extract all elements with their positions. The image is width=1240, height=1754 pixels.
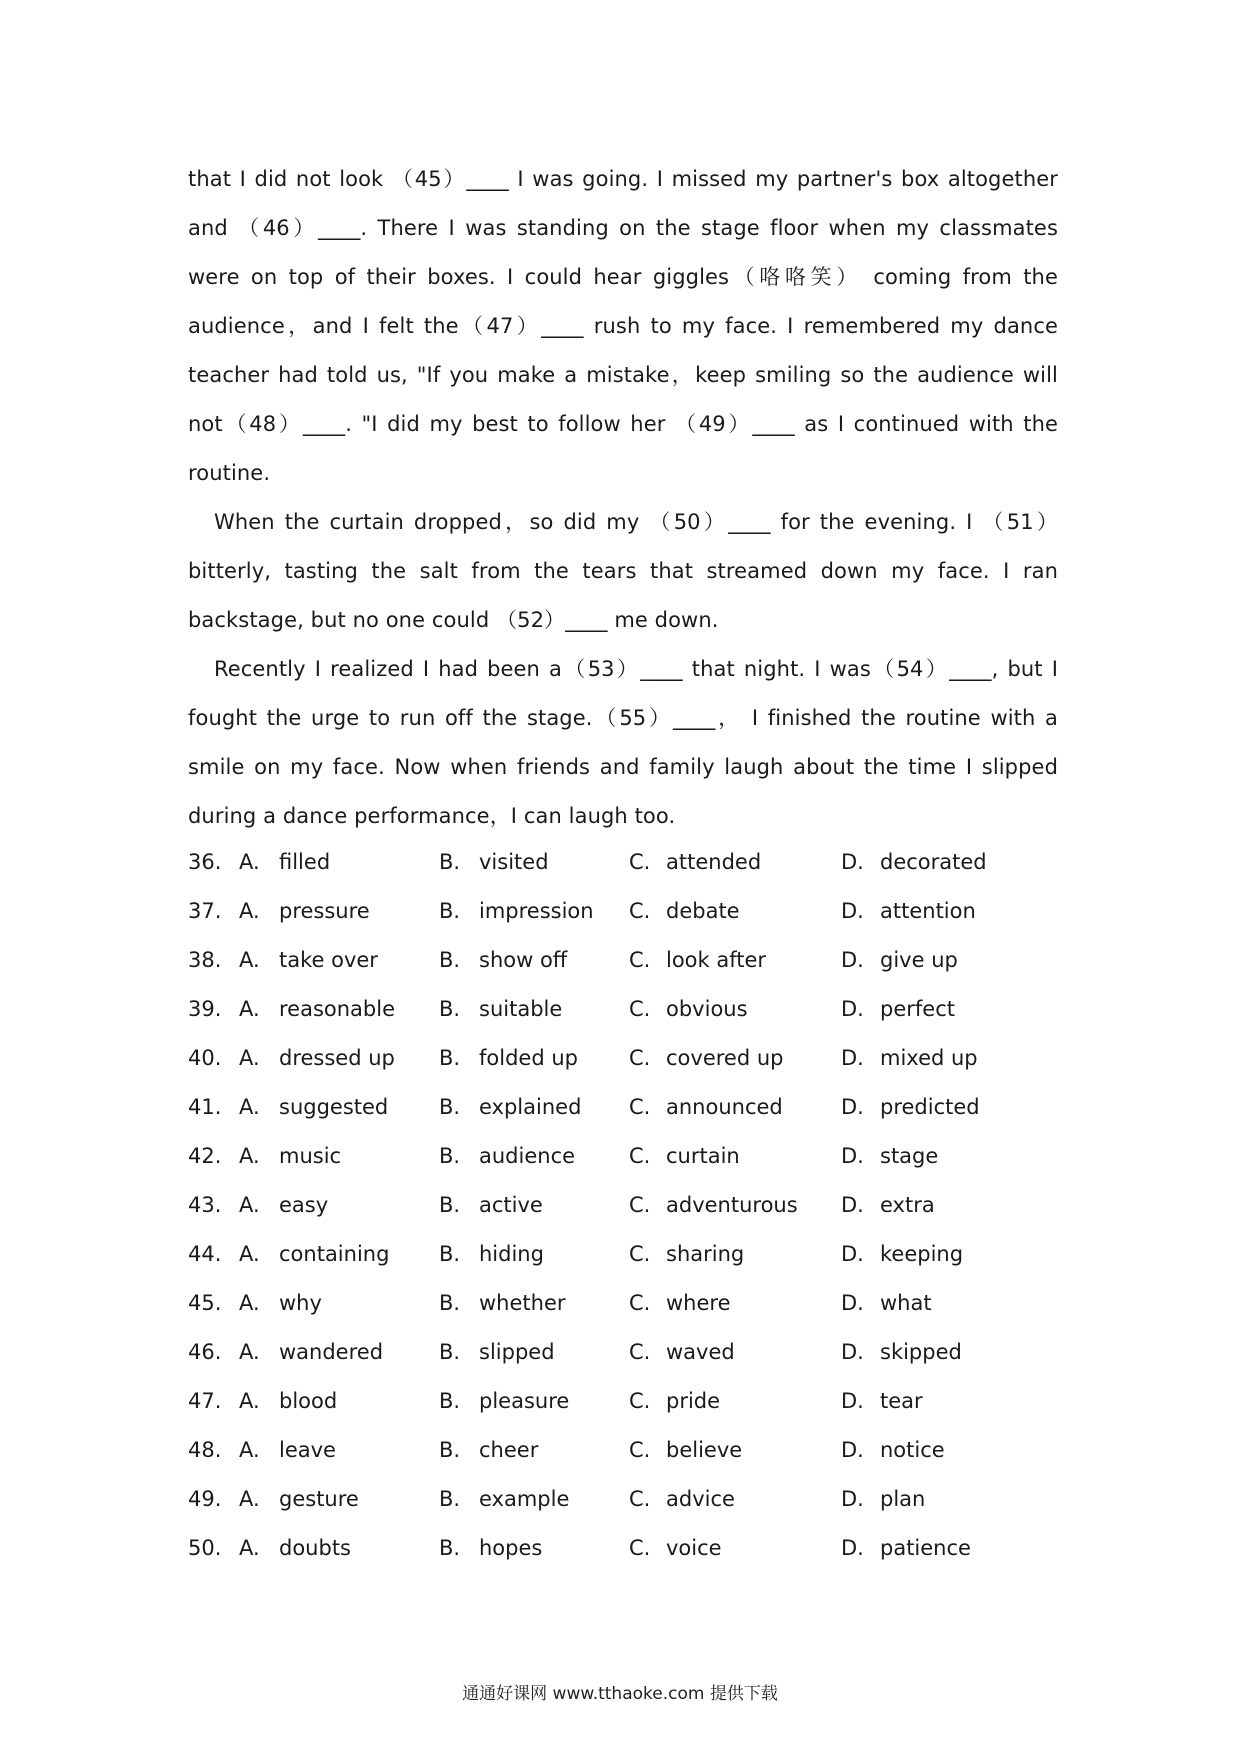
question-number: 50. <box>188 1536 222 1560</box>
option-letter-c: C. <box>629 997 651 1021</box>
option-text-a: doubts <box>279 1536 351 1560</box>
option-letter-b: B. <box>439 1046 461 1070</box>
question-row <box>188 1279 1058 1328</box>
option-text-c: debate <box>666 899 740 923</box>
option-text-d: give up <box>880 948 958 972</box>
option-letter-a: A. <box>239 948 260 972</box>
option-letter-b: B. <box>439 1193 461 1217</box>
option-letter-c: C. <box>629 850 651 874</box>
option-letter-a: A. <box>239 1340 260 1364</box>
passage-paragraph-1: that I did not look （45）____ I was going. I missed my partner's box altogether and （46）____. There I was standing on the stage floor when my classmates were on top of their boxes. I could hear giggles（咯咯笑） coming from the audience，and I felt the（47）____ rush to my face. I remembered my dance teacher had told us, "If you make a mistake，keep smiling so the audience will not（48）____. "I did my best to follow her （49）____ as I continued with the routine. <box>188 167 1058 485</box>
option-text-c: adventurous <box>666 1193 798 1217</box>
option-text-b: visited <box>479 850 549 874</box>
question-number: 37. <box>188 899 222 923</box>
question-number: 45. <box>188 1291 222 1315</box>
option-text-d: skipped <box>880 1340 962 1364</box>
question-number: 46. <box>188 1340 222 1364</box>
passage-paragraph-3: Recently I realized I had been a（53）____ that night. I was（54）____, but I fought the urge to run off the stage.（55）____， I finished the routine with a smile on my face. Now when friends and family laugh about the time I slipped during a dance performance，I can laugh too. <box>188 657 1058 828</box>
question-row <box>188 1181 1058 1230</box>
option-letter-c: C. <box>629 1291 651 1315</box>
option-text-c: believe <box>666 1438 743 1462</box>
option-letter-c: C. <box>629 1340 651 1364</box>
option-letter-b: B. <box>439 997 461 1021</box>
option-letter-d: D. <box>841 1291 864 1315</box>
option-text-d: keeping <box>880 1242 964 1266</box>
option-letter-c: C. <box>629 1193 651 1217</box>
option-letter-d: D. <box>841 997 864 1021</box>
option-letter-b: B. <box>439 1242 461 1266</box>
option-letter-a: A. <box>239 1095 260 1119</box>
option-text-c: advice <box>666 1487 735 1511</box>
question-number: 48. <box>188 1438 222 1462</box>
question-row <box>188 985 1058 1034</box>
option-letter-b: B. <box>439 1291 461 1315</box>
option-text-c: where <box>666 1291 731 1315</box>
answer-options <box>188 838 1058 1573</box>
option-text-d: tear <box>880 1389 923 1413</box>
option-letter-b: B. <box>439 1095 461 1119</box>
question-number: 44. <box>188 1242 222 1266</box>
option-letter-c: C. <box>629 1389 651 1413</box>
option-letter-a: A. <box>239 850 260 874</box>
option-text-b: suitable <box>479 997 563 1021</box>
option-letter-c: C. <box>629 1046 651 1070</box>
option-letter-b: B. <box>439 948 461 972</box>
question-number: 47. <box>188 1389 222 1413</box>
option-text-b: example <box>479 1487 570 1511</box>
option-text-b: active <box>479 1193 543 1217</box>
option-text-a: why <box>279 1291 322 1315</box>
option-letter-d: D. <box>841 1389 864 1413</box>
question-number: 43. <box>188 1193 222 1217</box>
option-letter-b: B. <box>439 1487 461 1511</box>
option-letter-d: D. <box>841 1536 864 1560</box>
option-letter-d: D. <box>841 1487 864 1511</box>
option-letter-d: D. <box>841 899 864 923</box>
option-letter-a: A. <box>239 1438 260 1462</box>
option-letter-d: D. <box>841 1144 864 1168</box>
option-text-d: patience <box>880 1536 971 1560</box>
option-text-d: decorated <box>880 850 987 874</box>
option-letter-d: D. <box>841 850 864 874</box>
option-letter-b: B. <box>439 1340 461 1364</box>
option-text-a: suggested <box>279 1095 389 1119</box>
option-text-a: wandered <box>279 1340 384 1364</box>
option-text-b: explained <box>479 1095 582 1119</box>
option-letter-d: D. <box>841 1095 864 1119</box>
option-text-a: easy <box>279 1193 329 1217</box>
question-row <box>188 887 1058 936</box>
option-letter-a: A. <box>239 1536 260 1560</box>
option-letter-b: B. <box>439 1144 461 1168</box>
option-letter-a: A. <box>239 899 260 923</box>
option-letter-a: A. <box>239 1046 260 1070</box>
option-letter-b: B. <box>439 899 461 923</box>
option-text-d: stage <box>880 1144 939 1168</box>
question-row <box>188 1475 1058 1524</box>
option-text-a: gesture <box>279 1487 359 1511</box>
option-letter-c: C. <box>629 1438 651 1462</box>
option-letter-c: C. <box>629 948 651 972</box>
option-text-c: sharing <box>666 1242 745 1266</box>
question-number: 41. <box>188 1095 222 1119</box>
option-letter-d: D. <box>841 1340 864 1364</box>
option-text-c: curtain <box>666 1144 740 1168</box>
option-text-b: folded up <box>479 1046 578 1070</box>
option-letter-b: B. <box>439 1536 461 1560</box>
option-text-d: notice <box>880 1438 945 1462</box>
option-text-b: hopes <box>479 1536 543 1560</box>
option-letter-b: B. <box>439 1438 461 1462</box>
option-text-d: attention <box>880 899 976 923</box>
option-letter-c: C. <box>629 1487 651 1511</box>
option-text-a: containing <box>279 1242 390 1266</box>
option-letter-c: C. <box>629 1095 651 1119</box>
option-text-c: attended <box>666 850 762 874</box>
option-text-a: reasonable <box>279 997 396 1021</box>
option-text-b: audience <box>479 1144 576 1168</box>
option-letter-c: C. <box>629 1242 651 1266</box>
option-letter-b: B. <box>439 1389 461 1413</box>
option-letter-a: A. <box>239 1389 260 1413</box>
option-letter-c: C. <box>629 1536 651 1560</box>
option-text-d: predicted <box>880 1095 980 1119</box>
option-text-d: what <box>880 1291 932 1315</box>
option-text-d: perfect <box>880 997 955 1021</box>
option-letter-d: D. <box>841 948 864 972</box>
option-text-c: voice <box>666 1536 722 1560</box>
question-number: 39. <box>188 997 222 1021</box>
passage-paragraph-2: When the curtain dropped，so did my （50）____ for the evening. I （51） bitterly, tasting the salt from the tears that streamed down my face. I ran backstage, but no one could （52）____ me down. <box>188 510 1058 632</box>
question-number: 40. <box>188 1046 222 1070</box>
option-letter-a: A. <box>239 1193 260 1217</box>
option-letter-a: A. <box>239 1291 260 1315</box>
question-number: 38. <box>188 948 222 972</box>
question-number: 36. <box>188 850 222 874</box>
option-letter-a: A. <box>239 997 260 1021</box>
question-row <box>188 1083 1058 1132</box>
question-number: 49. <box>188 1487 222 1511</box>
question-row <box>188 1034 1058 1083</box>
option-text-b: hiding <box>479 1242 544 1266</box>
option-letter-d: D. <box>841 1438 864 1462</box>
option-text-a: filled <box>279 850 331 874</box>
page-footer: 通通好课网 www.tthaoke.com 提供下载 <box>462 1684 778 1704</box>
option-text-c: covered up <box>666 1046 784 1070</box>
question-row <box>188 1377 1058 1426</box>
option-text-a: blood <box>279 1389 338 1413</box>
option-text-b: pleasure <box>479 1389 570 1413</box>
option-letter-d: D. <box>841 1193 864 1217</box>
passage <box>188 155 1058 841</box>
question-row <box>188 838 1058 887</box>
option-text-d: mixed up <box>880 1046 978 1070</box>
question-row <box>188 1328 1058 1377</box>
option-text-b: slipped <box>479 1340 555 1364</box>
option-text-a: pressure <box>279 899 370 923</box>
option-text-c: pride <box>666 1389 721 1413</box>
option-letter-a: A. <box>239 1487 260 1511</box>
option-text-d: plan <box>880 1487 926 1511</box>
option-text-a: take over <box>279 948 378 972</box>
question-row <box>188 1426 1058 1475</box>
option-text-b: impression <box>479 899 594 923</box>
question-number: 42. <box>188 1144 222 1168</box>
option-letter-d: D. <box>841 1242 864 1266</box>
option-text-c: look after <box>666 948 767 972</box>
option-letter-d: D. <box>841 1046 864 1070</box>
question-row <box>188 1132 1058 1181</box>
option-text-a: leave <box>279 1438 336 1462</box>
question-row <box>188 936 1058 985</box>
option-letter-c: C. <box>629 1144 651 1168</box>
option-text-c: announced <box>666 1095 783 1119</box>
option-text-a: dressed up <box>279 1046 395 1070</box>
option-text-d: extra <box>880 1193 935 1217</box>
option-text-c: obvious <box>666 997 748 1021</box>
question-row <box>188 1524 1058 1573</box>
option-letter-a: A. <box>239 1242 260 1266</box>
option-text-b: show off <box>479 948 568 972</box>
option-letter-b: B. <box>439 850 461 874</box>
option-text-c: waved <box>666 1340 735 1364</box>
option-letter-c: C. <box>629 899 651 923</box>
option-text-b: cheer <box>479 1438 539 1462</box>
option-text-b: whether <box>479 1291 566 1315</box>
option-letter-a: A. <box>239 1144 260 1168</box>
option-text-a: music <box>279 1144 342 1168</box>
question-row <box>188 1230 1058 1279</box>
